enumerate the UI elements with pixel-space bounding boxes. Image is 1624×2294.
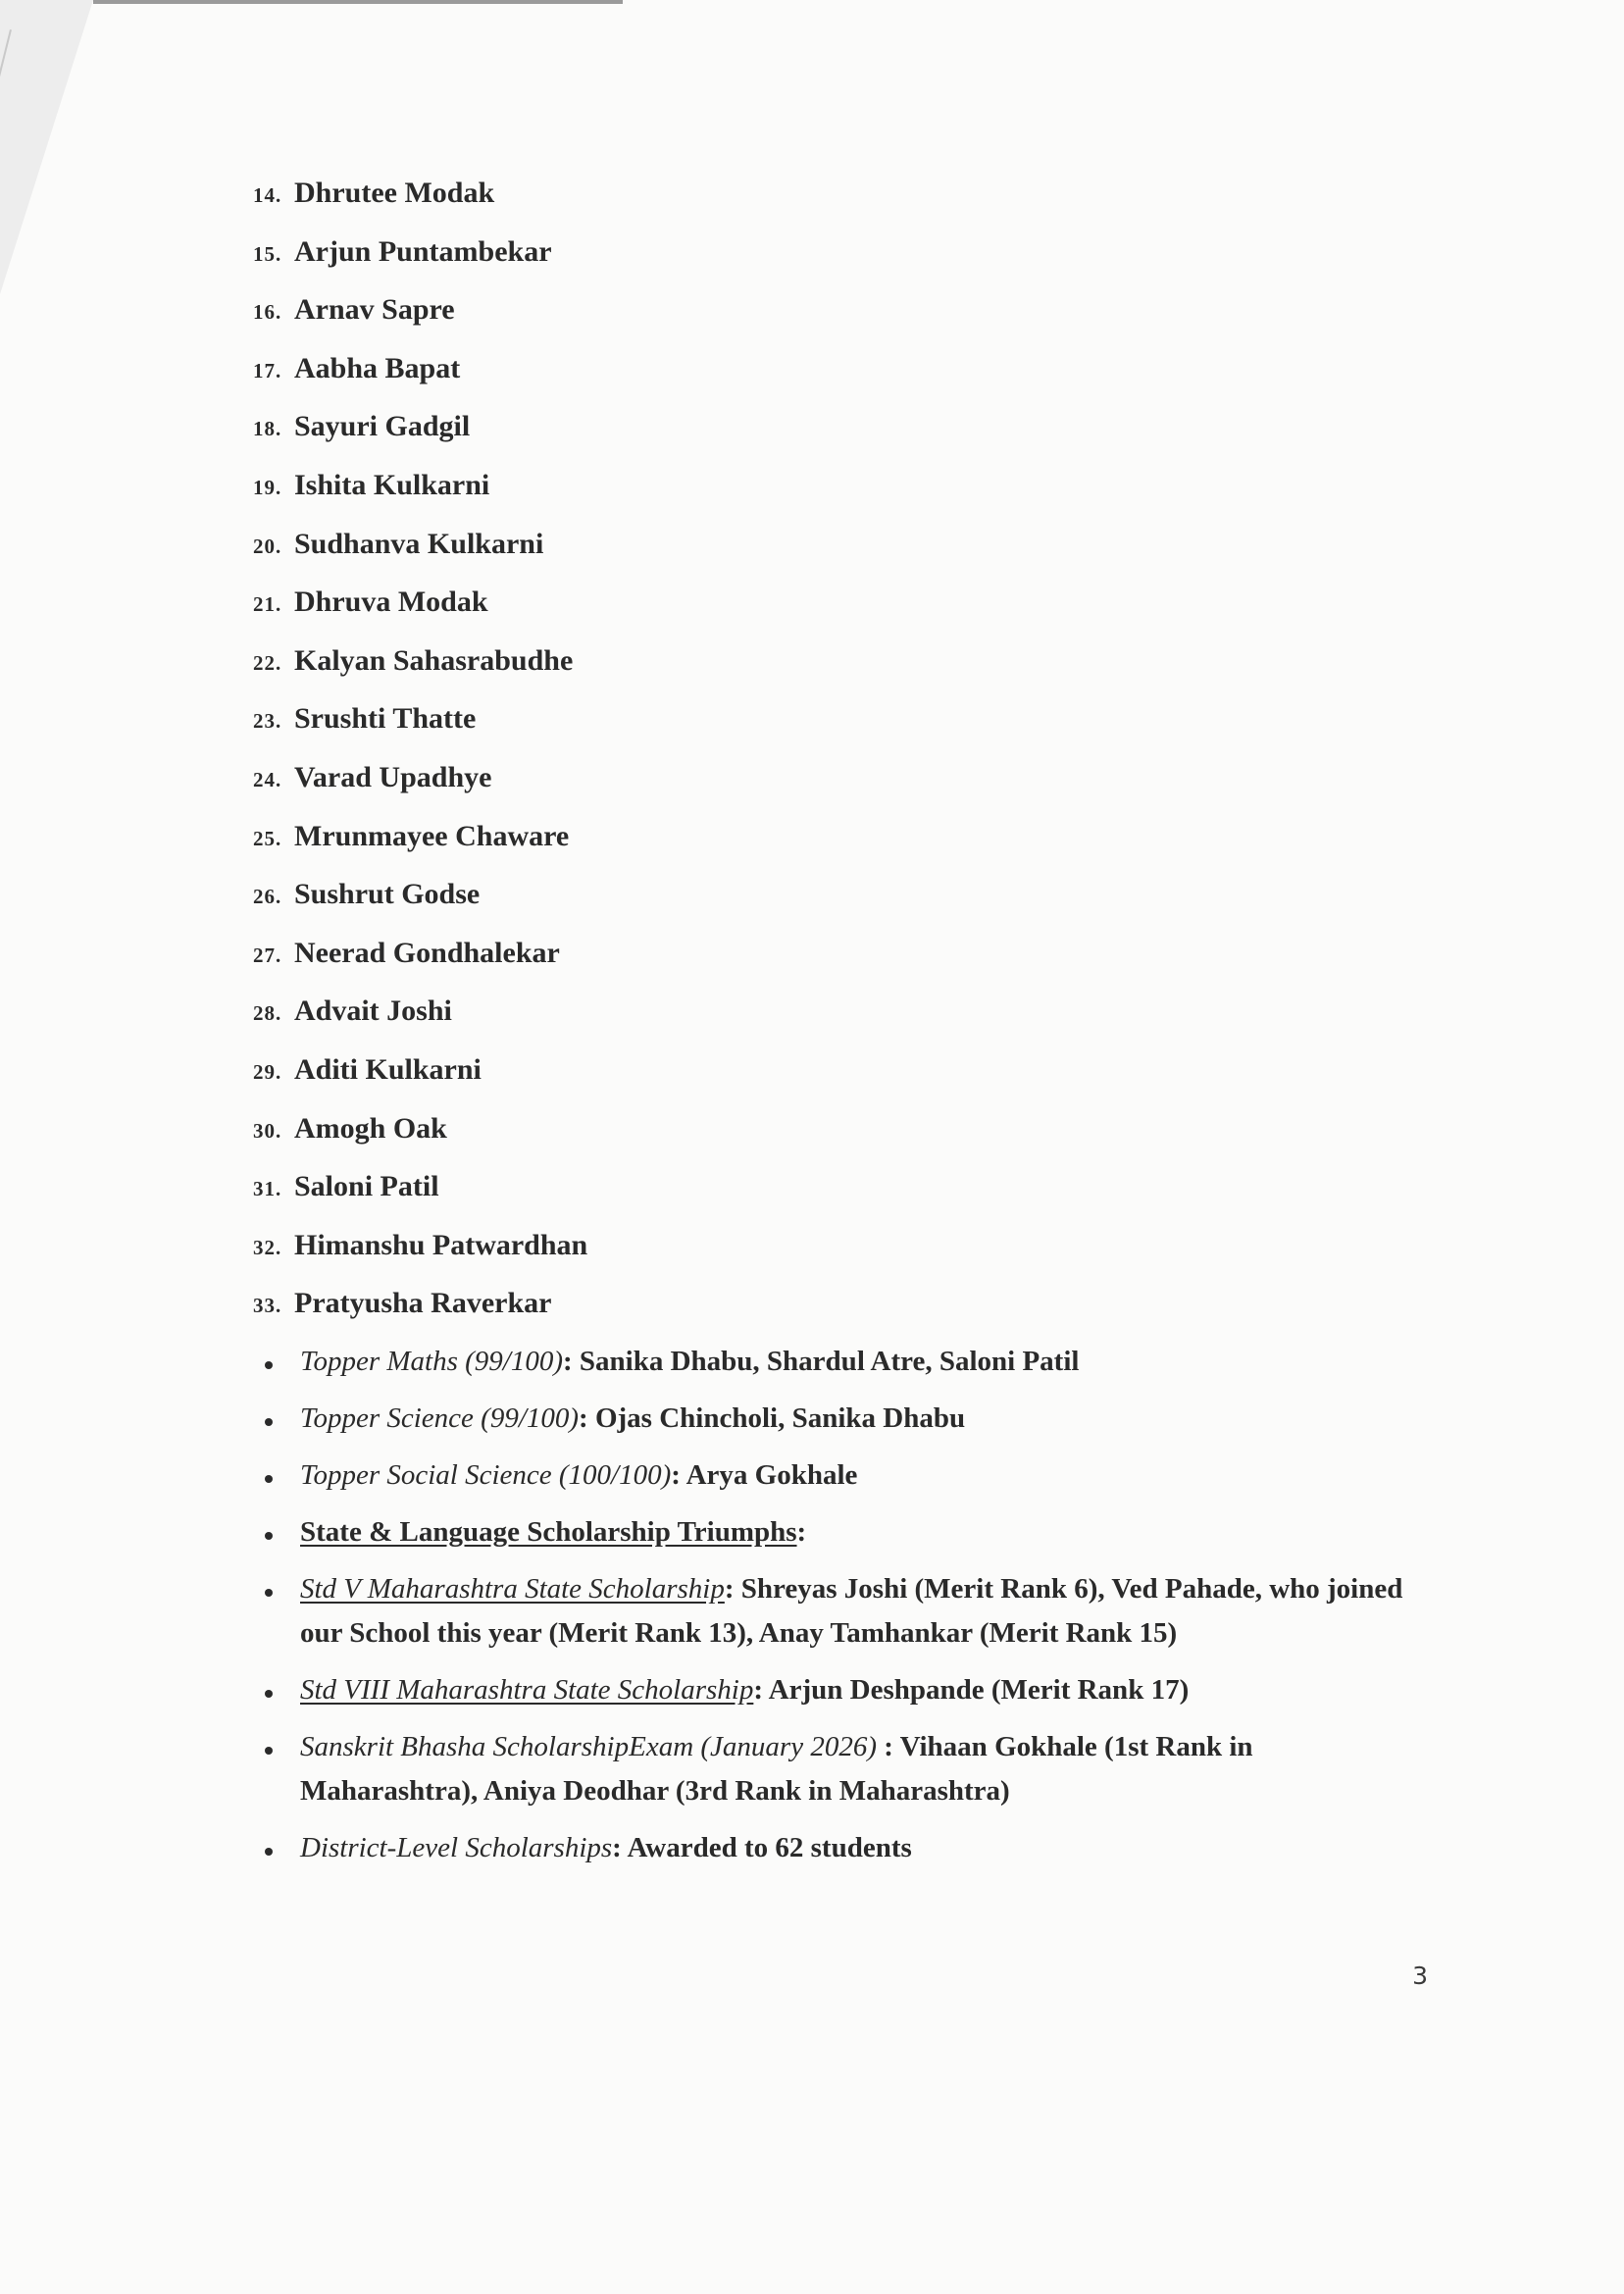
- student-name: Arjun Puntambekar: [294, 234, 552, 268]
- list-item: [253, 937, 587, 995]
- bullet-text: : Ojas Chincholi, Sanika Dhabu: [579, 1402, 966, 1434]
- list-item: [253, 1170, 587, 1229]
- item-number: 23.: [253, 709, 282, 734]
- bullet-label: Std VIII Maharashtra State Scholarship: [300, 1674, 754, 1706]
- bullet-item-sanskrit-scholarship: [261, 1725, 1428, 1813]
- bullet-text: : Vihaan Gokhale (1st Rank in Maharashtra), Aniya Deodhar (3rd Rank in Maharashtra): [300, 1731, 1253, 1807]
- bullet-content: [300, 1725, 1428, 1813]
- item-number: 26.: [253, 885, 282, 909]
- scan-shadow: [0, 0, 93, 294]
- list-item: [253, 177, 587, 235]
- item-number: 27.: [253, 943, 282, 967]
- list-item: [253, 761, 587, 820]
- bullet-label: District-Level Scholarships: [300, 1832, 613, 1863]
- student-name: Saloni Patil: [294, 1170, 439, 1203]
- bullet-item-std-viii-scholarship: [261, 1668, 1428, 1712]
- bullet-icon: [265, 1532, 273, 1540]
- bullet-icon: [265, 1475, 273, 1483]
- bullet-content: [300, 1668, 1428, 1712]
- item-number: 33.: [253, 1294, 282, 1318]
- student-name: Amogh Oak: [294, 1111, 447, 1145]
- item-number: 15.: [253, 241, 282, 266]
- bullet-label: Std V Maharashtra State Scholarship: [300, 1573, 725, 1605]
- item-number: 14.: [253, 183, 282, 207]
- item-number: 21.: [253, 592, 282, 617]
- bullet-label: Topper Maths (99/100): [300, 1346, 563, 1377]
- bullet-text: :: [796, 1516, 807, 1548]
- bullet-text: : Arya Gokhale: [671, 1459, 858, 1491]
- list-item: [253, 352, 587, 411]
- student-name: Aabha Bapat: [294, 351, 461, 384]
- item-number: 18.: [253, 417, 282, 441]
- item-number: 25.: [253, 826, 282, 850]
- bullet-icon: [265, 1747, 273, 1755]
- scan-edge: [93, 0, 623, 4]
- list-item: [253, 1287, 587, 1346]
- student-name: Advait Joshi: [294, 994, 452, 1028]
- item-number: 24.: [253, 767, 282, 791]
- bullet-content: [300, 1567, 1428, 1656]
- item-number: 29.: [253, 1059, 282, 1084]
- student-name: Ishita Kulkarni: [294, 468, 490, 501]
- student-name: Sushrut Godse: [294, 878, 481, 911]
- bullet-content: [300, 1340, 1428, 1384]
- list-item: [253, 528, 587, 586]
- item-number: 31.: [253, 1177, 282, 1201]
- bullet-item-topper-maths: [261, 1340, 1428, 1384]
- list-item: [253, 235, 587, 294]
- item-number: 20.: [253, 534, 282, 558]
- bullet-item-topper-social-science: [261, 1453, 1428, 1498]
- student-name: Neerad Gondhalekar: [294, 936, 560, 969]
- bullet-content: [300, 1826, 1428, 1870]
- bullet-text: : Awarded to 62 students: [612, 1832, 912, 1863]
- list-item: [253, 586, 587, 644]
- achievements-bullet-list: [261, 1340, 1428, 1883]
- page-number: 3: [1412, 1962, 1428, 1990]
- list-item: [253, 469, 587, 528]
- student-name: Arnav Sapre: [294, 293, 455, 327]
- student-name: Kalyan Sahasrabudhe: [294, 643, 574, 677]
- student-name: Dhruva Modak: [294, 586, 488, 619]
- list-item: [253, 293, 587, 352]
- student-name: Mrunmayee Chaware: [294, 819, 570, 852]
- bullet-label: Topper Science (99/100): [300, 1402, 580, 1434]
- student-name: Pratyusha Raverkar: [294, 1287, 552, 1320]
- bullet-icon: [265, 1418, 273, 1426]
- bullet-icon: [265, 1361, 273, 1369]
- student-name: Varad Upadhye: [294, 760, 492, 793]
- bullet-item-std-v-scholarship: [261, 1567, 1428, 1656]
- list-item: [253, 820, 587, 879]
- list-item: [253, 1053, 587, 1112]
- list-item: [253, 702, 587, 761]
- bullet-content: [300, 1510, 1428, 1555]
- list-item: [253, 644, 587, 703]
- bullet-item-district-scholarships: [261, 1826, 1428, 1870]
- bullet-text: : Arjun Deshpande (Merit Rank 17): [753, 1674, 1190, 1706]
- bullet-label: State & Language Scholarship Triumphs: [300, 1516, 797, 1548]
- student-name: Sayuri Gadgil: [294, 410, 471, 443]
- bullet-text: : Shreyas Joshi (Merit Rank 6), Ved Pahade, who joined our School this year (Merit Rank 13), Anay Tamhankar (Merit Rank 15): [300, 1573, 1403, 1649]
- bullet-item-topper-science: [261, 1397, 1428, 1441]
- list-item: [253, 878, 587, 937]
- item-number: 17.: [253, 358, 282, 382]
- item-number: 30.: [253, 1118, 282, 1143]
- item-number: 22.: [253, 650, 282, 675]
- item-number: 32.: [253, 1235, 282, 1259]
- bullet-item-scholarship-heading: [261, 1510, 1428, 1555]
- list-item: [253, 994, 587, 1053]
- student-name: Srushti Thatte: [294, 702, 477, 736]
- student-numbered-list: [253, 177, 587, 1346]
- bullet-icon: [265, 1589, 273, 1597]
- student-name: Himanshu Patwardhan: [294, 1228, 588, 1261]
- student-name: Dhrutee Modak: [294, 177, 495, 209]
- bullet-content: [300, 1453, 1428, 1498]
- list-item: [253, 1229, 587, 1288]
- item-number: 28.: [253, 1001, 282, 1026]
- bullet-icon: [265, 1848, 273, 1856]
- bullet-text: : Sanika Dhabu, Shardul Atre, Saloni Patil: [563, 1346, 1080, 1377]
- item-number: 16.: [253, 300, 282, 325]
- list-item: [253, 410, 587, 469]
- student-name: Sudhanva Kulkarni: [294, 527, 544, 560]
- bullet-content: [300, 1397, 1428, 1441]
- bullet-label: Topper Social Science (100/100): [300, 1459, 672, 1491]
- student-name: Aditi Kulkarni: [294, 1052, 482, 1086]
- list-item: [253, 1112, 587, 1171]
- bullet-label: Sanskrit Bhasha ScholarshipExam (January 2026): [300, 1731, 877, 1762]
- bullet-icon: [265, 1690, 273, 1698]
- item-number: 19.: [253, 475, 282, 499]
